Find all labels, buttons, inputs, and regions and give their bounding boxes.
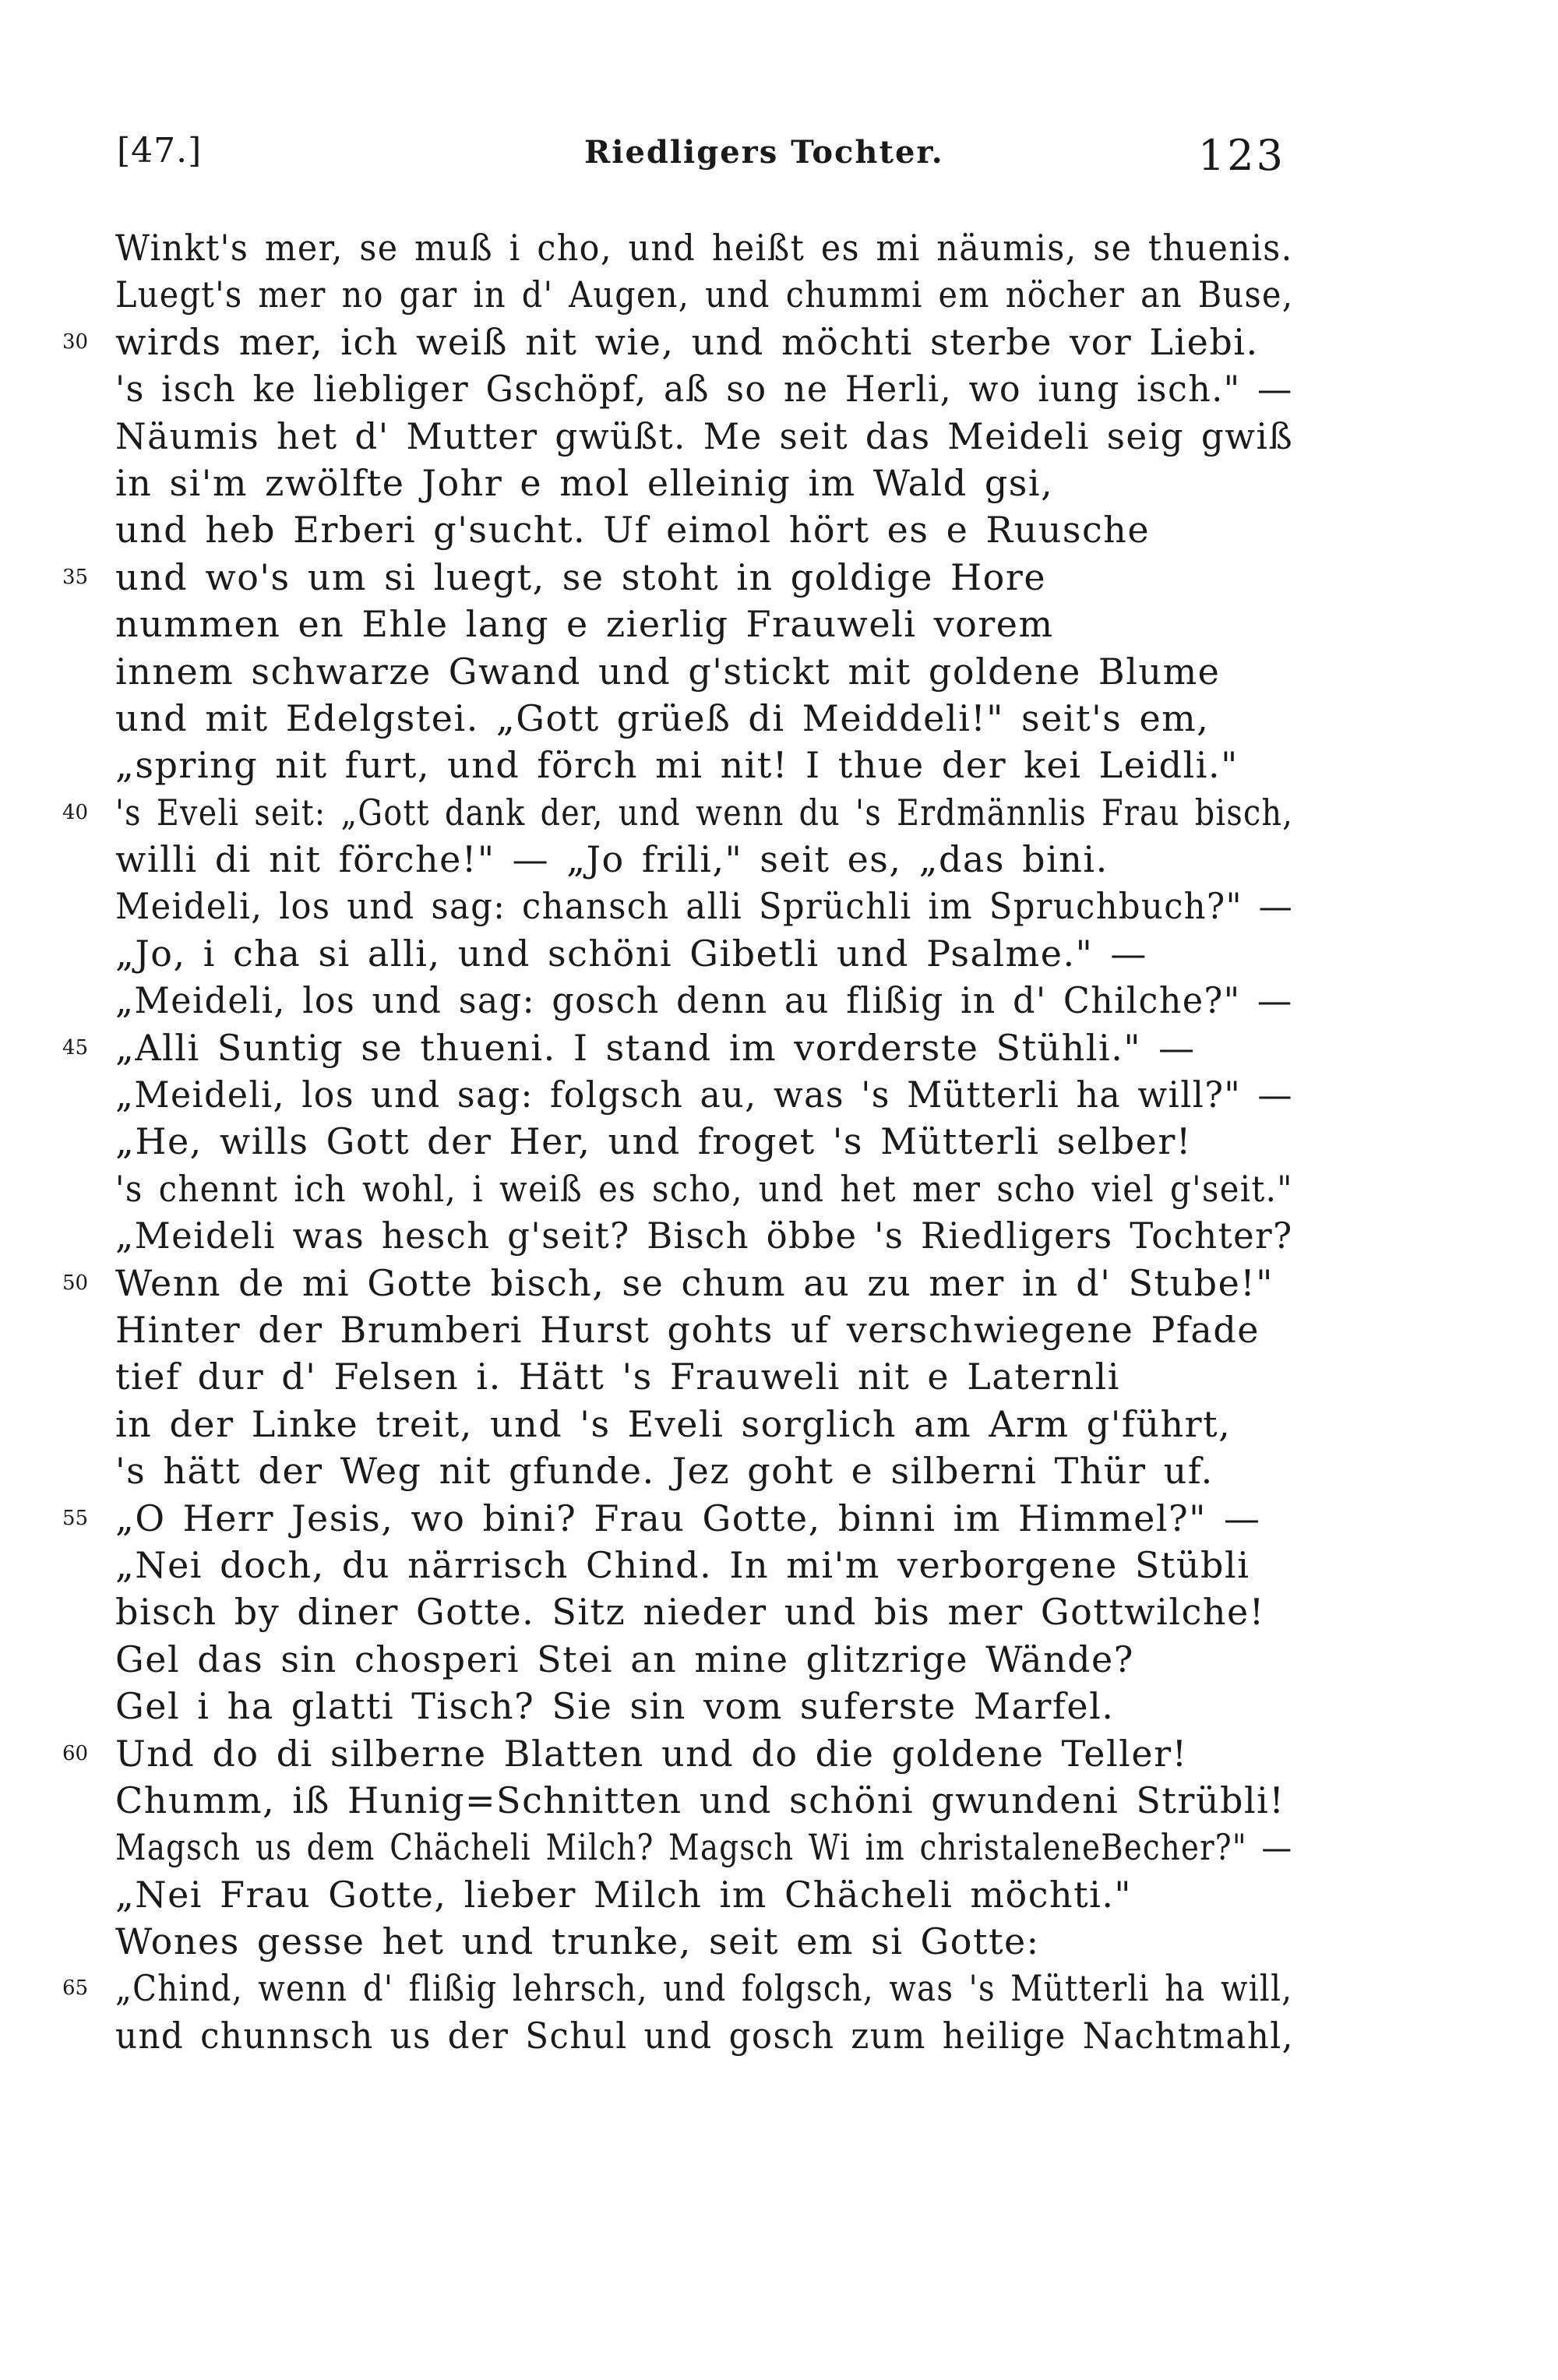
line-text: Meideli, los und sag: chansch alli Sprüchli im Spruchbuch?" —: [115, 885, 1294, 928]
poem-line: [62, 1965, 1309, 2012]
poem-line: [62, 1777, 1309, 1824]
line-text: und wo's um si luegt, se stoht in goldige Hore: [115, 555, 1047, 598]
line-text: Wenn de mi Gotte bisch, se chum au zu mer in d' Stube!": [115, 1261, 1274, 1304]
poem-line: [62, 2012, 1309, 2059]
signature-mark: [47.]: [117, 131, 203, 171]
line-text: 's Eveli seit: „Gott dank der, und wenn du 's Erdmännlis Frau bisch,: [115, 791, 1294, 834]
poem-line: [62, 836, 1309, 883]
poem-body: [62, 224, 1309, 2059]
line-text: innem schwarze Gwand und g'stickt mit goldene Blume: [115, 650, 1221, 693]
poem-line: [62, 1401, 1309, 1447]
line-text: „Nei doch, du närrisch Chind. In mi'm verborgene Stübli: [115, 1543, 1250, 1586]
poem-line: [62, 365, 1309, 412]
line-text: tief dur d' Felsen i. Hätt 's Frauweli nit e Laternli: [115, 1356, 1120, 1398]
line-text: Gel das sin chosperi Stei an mine glitzrige Wände?: [115, 1638, 1134, 1680]
line-text: nummen en Ehle lang e zierlig Frauweli vorem: [115, 603, 1054, 646]
poem-line: [62, 742, 1309, 788]
poem-line: [62, 1024, 1309, 1071]
poem-line: [62, 1588, 1309, 1635]
line-text: bisch by diner Gotte. Sitz nieder und bis mer Gottwilche!: [115, 1591, 1265, 1634]
line-text: in si'm zwölfte Johr e mol elleinig im Wald gsi,: [115, 461, 1054, 504]
line-text: 's isch ke liebliger Gschöpf, aß so ne Herli, wo iung isch." —: [115, 368, 1293, 411]
running-title: Riedligers Tochter.: [584, 134, 944, 171]
poem-line: [62, 413, 1309, 460]
poem-line: [62, 460, 1309, 506]
poem-line: [62, 977, 1309, 1024]
poem-line: [62, 1306, 1309, 1353]
poem-line: [62, 1730, 1309, 1777]
poem-line: [62, 1118, 1309, 1165]
line-text: „He, wills Gott der Her, und froget 's Mütterli selber!: [115, 1120, 1192, 1163]
line-text: „Jo, i cha si alli, und schöni Gibetli und Psalme." —: [115, 932, 1147, 975]
poem-line: [62, 1636, 1309, 1683]
page-number: 123: [1197, 131, 1285, 180]
poem-line: [62, 648, 1309, 695]
poem-line: [62, 930, 1309, 977]
line-text: und chunnsch us der Schul und gosch zum heilige Nachtmahl,: [115, 2014, 1294, 2057]
poem-line: [62, 695, 1309, 742]
page-header: [117, 131, 1285, 185]
poem-line: [62, 601, 1309, 647]
poem-line: [62, 554, 1309, 601]
poem-line: [62, 271, 1309, 318]
line-text: „Meideli, los und sag: gosch denn au flißig in d' Chilche?" —: [115, 979, 1293, 1022]
line-text: Luegt's mer no gar in d' Augen, und chummi em nöcher an Buse,: [115, 273, 1294, 316]
line-number: 30: [62, 330, 89, 354]
line-text: „O Herr Jesis, wo bini? Frau Gotte, binni im Himmel?" —: [115, 1497, 1261, 1539]
poem-line: [62, 1165, 1309, 1212]
poem-line: [62, 1871, 1309, 1918]
line-text: „Alli Suntig se thueni. I stand im vorderste Stühli." —: [115, 1026, 1196, 1069]
line-number: 55: [62, 1506, 89, 1530]
line-text: „Meideli, los und sag: folgsch au, was 's Mütterli ha will?" —: [115, 1074, 1294, 1116]
line-text: Chumm, iß Hunig=Schnitten und schöni gwundeni Strübli!: [115, 1779, 1285, 1821]
poem-line: [62, 1918, 1309, 1965]
line-number: 65: [62, 1976, 89, 2001]
line-number: 45: [62, 1035, 89, 1060]
line-text: „Nei Frau Gotte, lieber Milch im Chächeli möchti.": [115, 1873, 1133, 1916]
poem-line: [62, 789, 1309, 836]
line-text: Hinter der Brumberi Hurst gohts uf verschwiegene Pfade: [115, 1308, 1260, 1351]
poem-line: [62, 506, 1309, 553]
line-text: 's chennt ich wohl, i weiß es scho, und het mer scho viel g'seit.": [115, 1167, 1293, 1210]
poem-line: [62, 1495, 1309, 1542]
line-number: 35: [62, 565, 89, 589]
poem-line: [62, 1260, 1309, 1306]
poem-line: [62, 1683, 1309, 1729]
line-number: 40: [62, 800, 89, 824]
line-text: Gel i ha glatti Tisch? Sie sin vom suferste Marfel.: [115, 1685, 1115, 1728]
line-text: Wones gesse het und trunke, seit em si Gotte:: [115, 1920, 1040, 1963]
poem-line: [62, 1447, 1309, 1494]
line-text: Winkt's mer, se muß i cho, und heißt es mi näumis, se thuenis.: [115, 227, 1293, 269]
line-text: wirds mer, ich weiß nit wie, und möchti sterbe vor Liebi.: [115, 320, 1259, 363]
line-text: und heb Erberi g'sucht. Uf eimol hört es e Ruusche: [115, 509, 1151, 552]
line-text: und mit Edelgstei. „Gott grüeß di Meiddeli!" seit's em,: [115, 696, 1210, 739]
line-number: 60: [62, 1741, 89, 1765]
poem-line: [62, 883, 1309, 929]
line-text: „Chind, wenn d' flißig lehrsch, und folgsch, was 's Mütterli ha will,: [115, 1967, 1293, 2010]
poem-line: [62, 1542, 1309, 1588]
poem-line: [62, 1212, 1309, 1259]
poem-line: [62, 1824, 1309, 1871]
line-text: 's hätt der Weg nit gfunde. Jez goht e silberni Thür uf.: [115, 1450, 1214, 1493]
line-text: Und do di silberne Blatten und do die goldene Teller!: [115, 1732, 1188, 1775]
poem-line: [62, 224, 1309, 271]
line-text: Näumis het d' Mutter gwüßt. Me seit das Meideli seig gwiß: [115, 414, 1294, 457]
line-text: in der Linke treit, und 's Eveli sorglich am Arm g'führt,: [115, 1402, 1232, 1445]
poem-line: [62, 1353, 1309, 1400]
line-text: willi di nit förche!" — „Jo frili," seit es, „das bini.: [115, 838, 1109, 881]
line-text: „spring nit furt, und förch mi nit! I thue der kei Leidli.": [115, 744, 1239, 787]
line-number: 50: [62, 1271, 89, 1295]
line-text: Magsch us dem Chächeli Milch? Magsch Wi im christaleneBecher?" —: [115, 1826, 1293, 1869]
poem-line: [62, 1071, 1309, 1118]
poem-line: [62, 319, 1309, 365]
line-text: „Meideli was hesch g'seit? Bisch öbbe 's Riedligers Tochter?: [115, 1215, 1293, 1257]
